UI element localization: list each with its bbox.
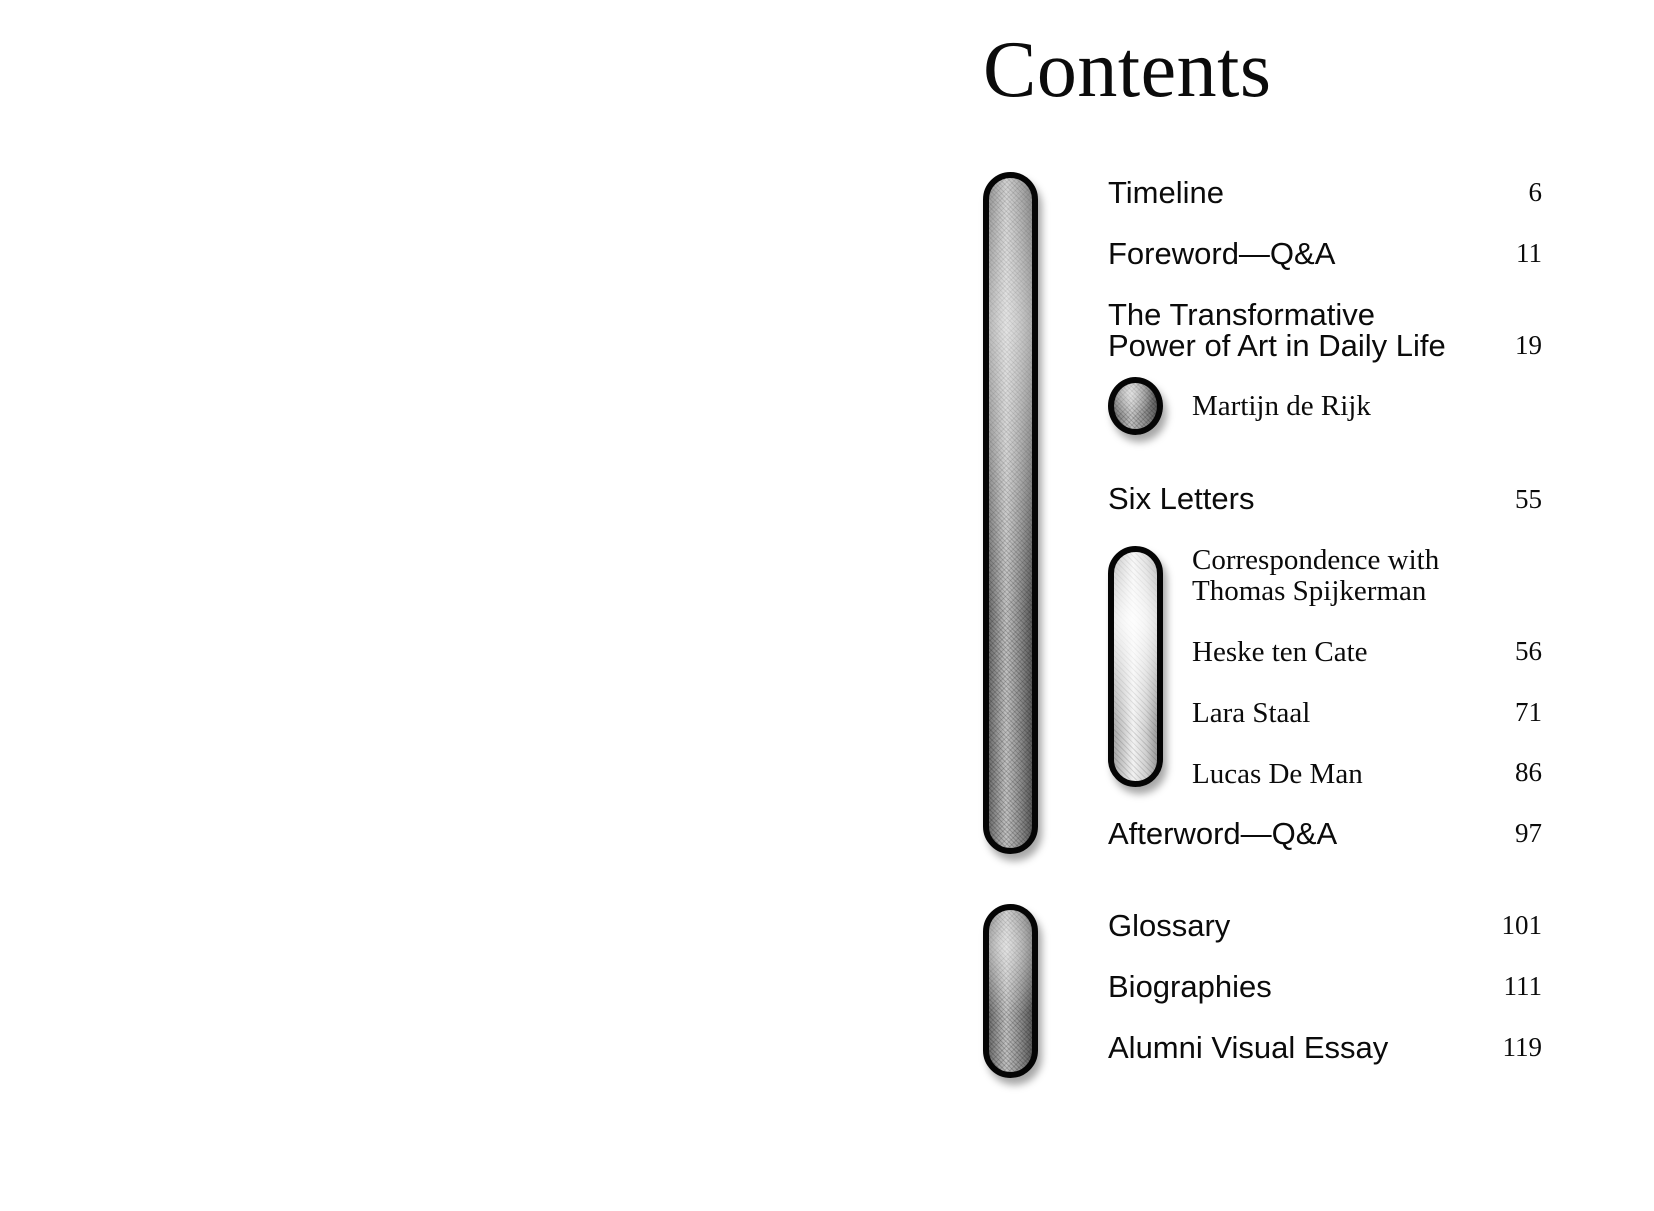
toc-page-afterword: 97 — [1515, 818, 1542, 848]
toc-letter-lucas[interactable]: Lucas De Man — [1192, 758, 1363, 790]
main-section-capsule — [983, 172, 1038, 854]
toc-entry-timeline[interactable]: Timeline — [1108, 175, 1224, 210]
toc-letter-heske[interactable]: Heske ten Cate — [1192, 636, 1368, 668]
toc-entry-alumni[interactable]: Alumni Visual Essay — [1108, 1030, 1389, 1065]
toc-page-foreword: 11 — [1516, 238, 1542, 268]
toc-author: Martijn de Rijk — [1192, 390, 1371, 422]
toc-letter-lara[interactable]: Lara Staal — [1192, 697, 1311, 729]
toc-page-glossary: 101 — [1501, 910, 1542, 940]
author-dot — [1108, 377, 1163, 435]
toc-page-six-letters: 55 — [1515, 484, 1542, 514]
toc-page-alumni: 119 — [1502, 1032, 1542, 1062]
toc-entry-foreword[interactable]: Foreword—Q&A — [1108, 236, 1336, 271]
toc-letters-intro-line1: Correspondence with — [1192, 544, 1440, 576]
letters-capsule — [1108, 546, 1163, 787]
toc-entry-six-letters[interactable]: Six Letters — [1108, 481, 1255, 516]
toc-entry-afterword[interactable]: Afterword—Q&A — [1108, 816, 1338, 851]
toc-page-timeline: 6 — [1528, 177, 1542, 207]
toc-entry-biographies[interactable]: Biographies — [1108, 969, 1272, 1004]
toc-entry-transformative-line1[interactable]: The Transformative — [1108, 297, 1376, 332]
appendix-capsule — [983, 904, 1038, 1078]
toc-entry-transformative-line2[interactable]: Power of Art in Daily Life — [1108, 328, 1446, 363]
toc-page-lucas: 86 — [1515, 757, 1542, 787]
toc-page-transformative: 19 — [1515, 330, 1542, 360]
toc-page-biographies: 111 — [1503, 971, 1542, 1001]
toc-letters-intro-line2: Thomas Spijkerman — [1192, 575, 1427, 607]
toc-page-heske: 56 — [1515, 636, 1542, 666]
page-title: Contents — [983, 26, 1272, 114]
toc-entry-glossary[interactable]: Glossary — [1108, 908, 1231, 943]
toc-page-lara: 71 — [1515, 697, 1542, 727]
